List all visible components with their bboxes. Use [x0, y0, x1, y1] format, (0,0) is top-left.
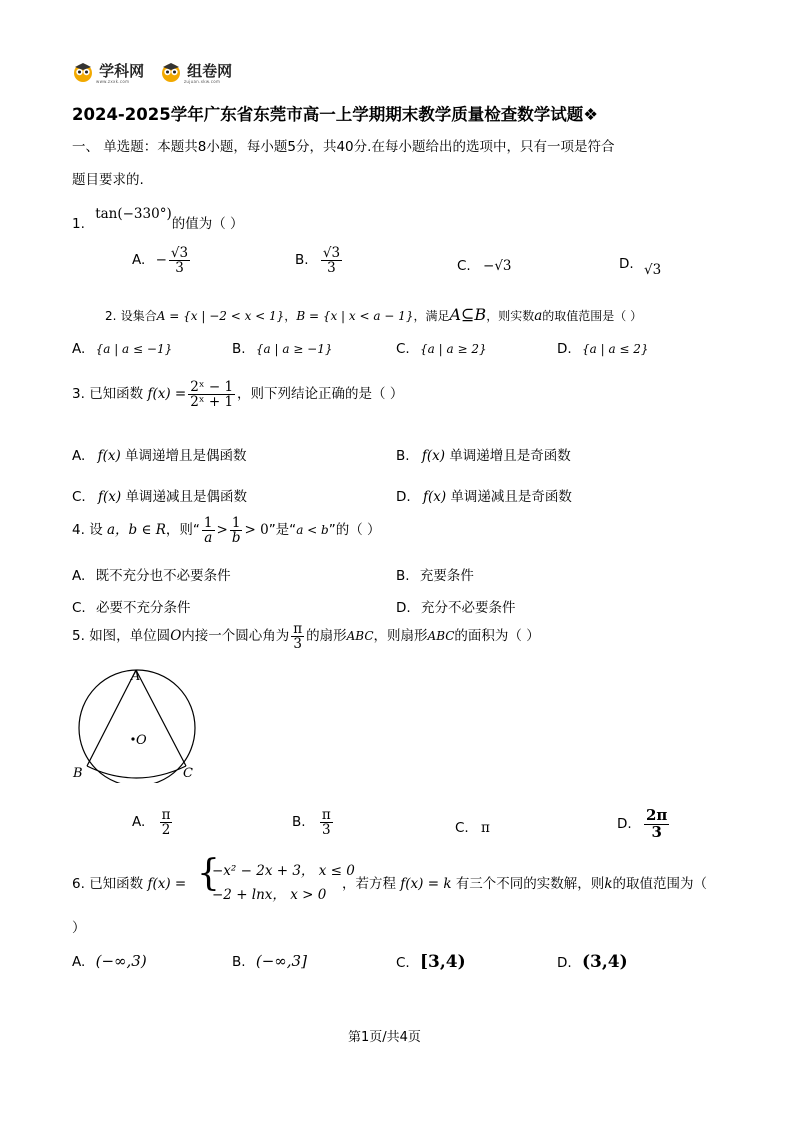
- label-a: A: [131, 669, 141, 684]
- q5-option-c: [455, 820, 490, 836]
- q6-stem-b: ，若方程: [342, 876, 396, 892]
- q6-option-b-label: B.: [232, 954, 246, 970]
- q4-gt: >: [216, 522, 228, 539]
- q1-option-c-value: −√3: [483, 258, 512, 274]
- logo-zujuanwang-text: 组卷网: [187, 62, 233, 80]
- q4-stem: [72, 516, 381, 545]
- q2-stem-b: ，满足: [413, 309, 450, 323]
- q2-option-a-label: A.: [72, 341, 86, 357]
- q2-option-b-value: {a | a ≥ −1}: [255, 342, 333, 356]
- q4-number: 4.: [72, 522, 85, 539]
- q6-option-a-label: A.: [72, 954, 86, 970]
- q1-stem: [72, 206, 244, 232]
- q5-stem: [72, 622, 540, 651]
- q5-figure: [72, 668, 202, 783]
- q2-set-a: A = {x | −2 < x < 1}: [156, 309, 285, 323]
- q2-option-a-value: {a | a ≤ −1}: [95, 342, 173, 356]
- label-b: B: [73, 766, 83, 781]
- q3-frac-den: 2ˣ + 1: [190, 394, 234, 411]
- label-o: O: [136, 733, 147, 748]
- q6-equation: f(x) = k: [400, 876, 452, 892]
- q5-option-d-label: D.: [617, 815, 632, 832]
- q2-option-c: [396, 341, 487, 357]
- q5-option-d: [617, 808, 671, 841]
- q2-option-c-label: C.: [396, 341, 410, 357]
- q1-option-b-num: √3: [322, 245, 341, 261]
- q4-stem-d: ”的（ ）: [328, 522, 381, 539]
- q3-option-d-fx: f(x): [422, 489, 447, 505]
- q1-expression: tan(−330°): [95, 206, 172, 222]
- q5-option-b-num: π: [321, 807, 331, 823]
- q2-stem: [105, 305, 642, 324]
- q6-stem-left: [72, 872, 186, 892]
- owl-logo-icon: [160, 61, 182, 83]
- q5-option-a-den: 2: [160, 822, 173, 837]
- q6-option-d-value: (3,4): [581, 952, 628, 972]
- q6-option-b: [232, 952, 307, 970]
- q6-case1: −x² − 2x + 3， x ≤ 0: [212, 863, 355, 879]
- q5-option-c-value: π: [481, 820, 490, 836]
- q2-number: 2.: [105, 309, 117, 323]
- q5-abc1: ABC: [346, 629, 374, 644]
- q3-option-b-fx: f(x): [421, 448, 446, 464]
- doc-title: 2024-2025学年广东省东莞市高一上学期期末教学质量检查数学试题❖: [72, 105, 598, 124]
- q4-frac1-den: a: [202, 530, 215, 545]
- q5-angle-num: π: [293, 621, 303, 637]
- center-point: [131, 737, 134, 740]
- q2-var: a: [534, 308, 543, 324]
- q3-option-d-text: 单调递减且是奇函数: [450, 489, 572, 505]
- q3-option-b-text: 单调递增且是奇函数: [449, 448, 571, 464]
- q3-option-b-label: B.: [396, 448, 410, 464]
- q6-k: k: [604, 876, 613, 892]
- q3-stem: [72, 380, 403, 409]
- q5-option-b-den: 3: [320, 822, 333, 837]
- q5-option-c-label: C.: [455, 820, 469, 836]
- q1-option-d: [619, 256, 662, 278]
- q6-number: 6.: [72, 876, 85, 892]
- q5-stem-d: ，则扇形: [373, 628, 428, 645]
- q3-option-c-text: 单调递减且是偶函数: [125, 489, 247, 505]
- q3-frac-num: 2ˣ − 1: [190, 379, 234, 395]
- q6-stem-right: [342, 872, 707, 892]
- q1-option-a: [132, 246, 192, 275]
- q3-option-a-fx: f(x): [97, 448, 121, 464]
- q5-stem-b: 内接一个圆心角为: [181, 628, 290, 645]
- q2-option-b-label: B.: [232, 341, 246, 357]
- q6-option-c: [396, 952, 466, 972]
- q6-option-d-label: D.: [557, 955, 572, 971]
- q5-option-a-num: π: [161, 807, 171, 823]
- q6-stem-d: 的取值范围为（: [612, 876, 707, 892]
- q5-stem-c: 的扇形: [306, 628, 347, 645]
- q3-option-d-label: D.: [396, 489, 411, 505]
- q1-option-a-label: A.: [132, 252, 146, 269]
- q2-stem-a: 设集合: [120, 309, 157, 323]
- q1-stem-text: 的值为（ ）: [171, 216, 244, 232]
- q3-option-a-label: A.: [72, 448, 86, 464]
- label-c: C: [183, 766, 193, 781]
- owl-logo-icon: [72, 61, 94, 83]
- q3-option-b: [396, 444, 571, 464]
- logo-xuekewang: [72, 60, 144, 83]
- q4-gt0: > 0: [244, 522, 269, 539]
- section-heading-line1: 一、 单选题：本题共8小题，每小题5分，共40分.在每小题给出的选项中，只有一项是符合: [72, 139, 615, 155]
- q1-option-b-den: 3: [321, 260, 342, 275]
- page-footer: 第1页/共4页: [348, 1030, 421, 1045]
- q5-option-b: [292, 808, 335, 837]
- q2-stem-d: 的取值范围是（ ）: [542, 309, 643, 323]
- logo-xuekewang-url: www.zxxk.com: [96, 79, 130, 84]
- q6-option-d: [557, 952, 628, 972]
- q4-option-c: [72, 596, 191, 616]
- q1-option-c-label: C.: [457, 258, 471, 274]
- q4-condition: a < b: [296, 523, 329, 538]
- q6-stem-c: 有三个不同的实数解，则: [455, 876, 605, 892]
- q4-option-c-text: 必要不充分条件: [96, 600, 191, 616]
- q5-number: 5.: [72, 628, 85, 645]
- q3-stem-b: ，则下列结论正确的是（ ）: [237, 386, 404, 403]
- q2-set-b: B = {x | x < a − 1}: [296, 309, 414, 323]
- q1-option-a-num: √3: [170, 245, 189, 261]
- q1-number: 1.: [72, 216, 85, 232]
- q3-option-a: [72, 444, 247, 464]
- arc-bc: [87, 766, 186, 778]
- q4-stem-b: ，则“: [165, 522, 200, 539]
- q1-option-d-label: D.: [619, 256, 634, 272]
- q4-option-a-label: A.: [72, 568, 86, 584]
- q6-option-b-value: (−∞,3]: [255, 952, 307, 970]
- q4-frac2-den: b: [231, 530, 241, 547]
- q5-angle-den: 3: [291, 636, 304, 651]
- q6-brace: {: [197, 853, 220, 894]
- segment-ab: [87, 670, 136, 766]
- q1-option-b: [295, 246, 344, 275]
- q5-option-b-label: B.: [292, 814, 306, 831]
- q5-option-a: [132, 808, 174, 837]
- q2-option-c-value: {a | a ≥ 2}: [420, 342, 487, 356]
- unit-circle: [79, 670, 195, 783]
- q4-option-a: [72, 564, 231, 584]
- q2-option-d: [557, 341, 649, 357]
- section-heading-line2: 题目要求的.: [72, 172, 144, 188]
- q2-option-a: [72, 341, 172, 357]
- q5-stem-a: 如图，单位圆: [89, 628, 171, 645]
- q4-option-a-text: 既不充分也不必要条件: [95, 568, 231, 584]
- logo-zujuanwang-url: zujuan.xkw.com: [184, 79, 221, 84]
- q3-option-d: [396, 485, 572, 505]
- q4-option-b-text: 充要条件: [419, 568, 474, 584]
- q2-stem-c: ，则实数: [486, 309, 535, 323]
- segment-ac: [136, 670, 186, 766]
- q4-option-d-text: 充分不必要条件: [420, 600, 516, 616]
- logo-zujuanwang: [160, 60, 232, 83]
- q4-frac1-num: 1: [203, 515, 213, 531]
- q2-comma: ，: [284, 309, 297, 323]
- q2-relation: A⊆B: [449, 305, 487, 324]
- q1-option-b-label: B.: [295, 252, 309, 269]
- q6-paren-close: ）: [72, 920, 86, 936]
- q2-option-d-label: D.: [557, 341, 572, 357]
- q3-fx: f(x) =: [147, 386, 187, 403]
- q4-vars: a，b ∈ R: [106, 522, 166, 539]
- q3-option-c-fx: f(x): [98, 489, 122, 505]
- q5-option-a-label: A.: [132, 814, 146, 831]
- q1-option-d-value: √3: [643, 262, 662, 278]
- q5-option-d-den: 3: [644, 824, 669, 841]
- q6-fx: f(x) =: [147, 876, 187, 892]
- q3-option-a-text: 单调递增且是偶函数: [125, 448, 247, 464]
- q6-option-c-label: C.: [396, 955, 410, 971]
- q6-case2: −2 + lnx， x > 0: [212, 887, 327, 903]
- q4-stem-a: 设: [89, 522, 103, 539]
- q6-option-a-value: (−∞,3): [95, 952, 147, 970]
- q5-o: O: [170, 628, 182, 645]
- q4-option-d-label: D.: [396, 600, 411, 616]
- q1-option-a-sign: −: [155, 252, 167, 269]
- q1-option-a-den: 3: [169, 260, 190, 275]
- q6-option-c-value: [3,4): [420, 952, 466, 972]
- q3-option-c-label: C.: [72, 489, 86, 505]
- q1-option-c: [457, 258, 512, 274]
- q4-option-b-label: B.: [396, 568, 410, 584]
- q4-option-b: [396, 564, 474, 584]
- q3-stem-a: 已知函数: [89, 386, 144, 403]
- q2-option-d-value: {a | a ≤ 2}: [581, 342, 649, 356]
- q4-option-c-label: C.: [72, 600, 86, 616]
- q5-stem-e: 的面积为（ ）: [454, 628, 540, 645]
- q3-option-c: [72, 485, 247, 505]
- q4-frac2-num: 1: [231, 515, 241, 531]
- q6-option-a: [72, 952, 147, 970]
- q6-stem-a: 已知函数: [89, 876, 144, 892]
- q4-stem-c: ”是“: [268, 522, 297, 539]
- q2-option-b: [232, 341, 332, 357]
- q5-abc2: ABC: [427, 629, 455, 644]
- logo-xuekewang-text: 学科网: [99, 62, 145, 80]
- q5-option-d-num: 2π: [645, 806, 668, 824]
- q3-number: 3.: [72, 386, 85, 403]
- q4-option-d: [396, 596, 515, 616]
